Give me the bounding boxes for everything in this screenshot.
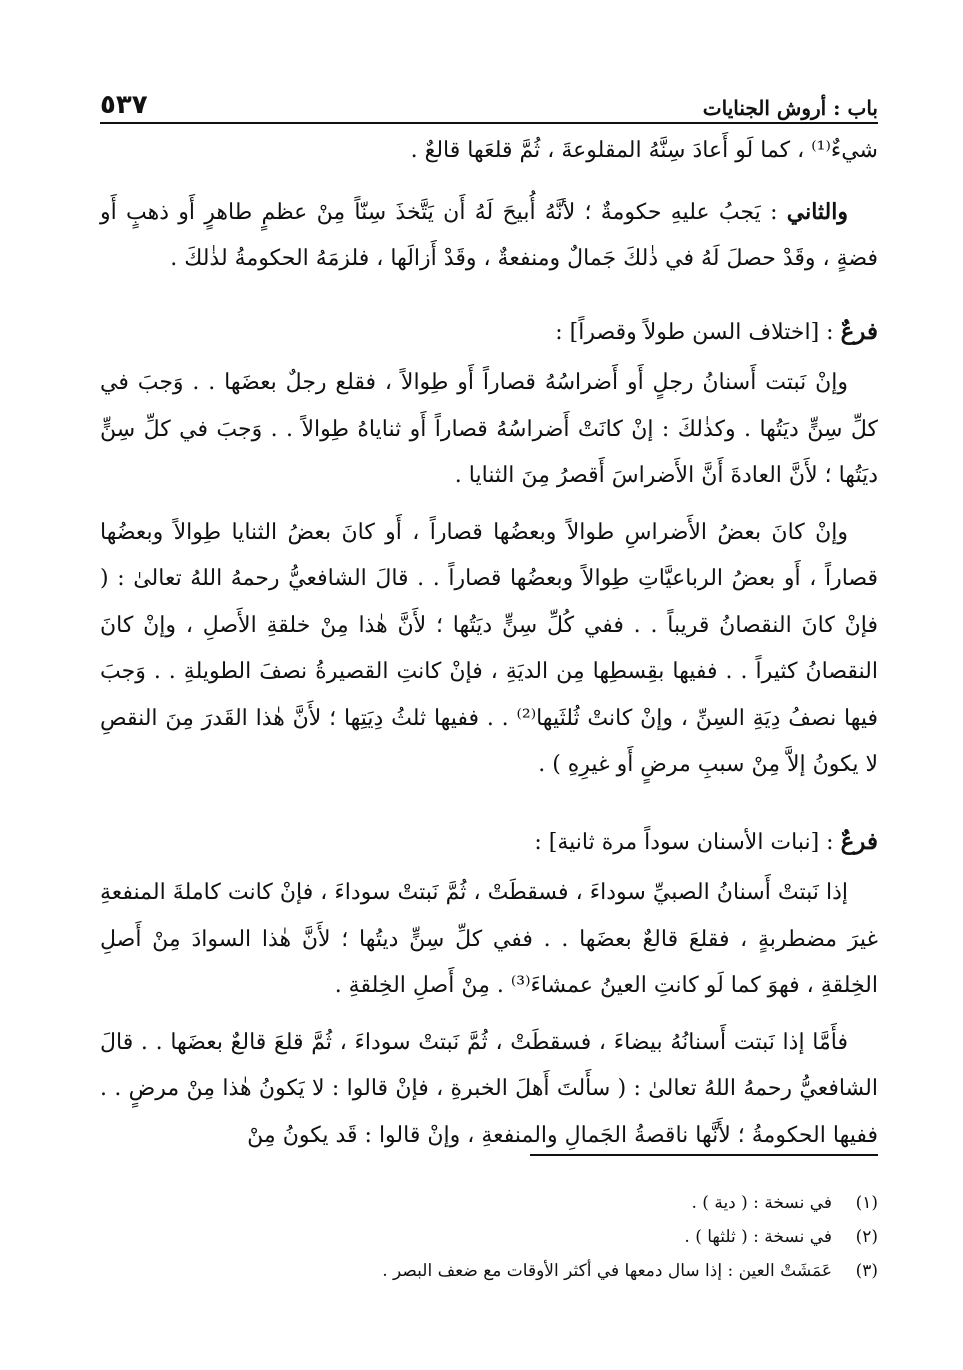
paragraph-black-teeth: إذا نَبتتْ أَسنانُ الصبيِّ سوداءَ ، فسقطَتْ ، ثُمَّ نَبتتْ سوداءَ ، فإنْ كانت كاملةَ المنفعةِ غيرَ مضطربةٍ ، فقلعَ قالعٌ بعضَها . . ففي كلِّ سِنٍّ ديتُها ؛ لأَنَّ هٰذا السوادَ مِنْ أَصلِ الخِلقةِ ، فهوَ كما لَو كانتِ العينُ عمشاءَ⁽³⁾ . مِنْ أَصلِ الخِلقةِ .	[100, 880, 878, 998]
footnote-number: (٢)	[855, 1227, 878, 1247]
footnote-item	[100, 1254, 878, 1288]
paragraph-tooth-length: وإنْ نَبتت أَسنانُ رجلٍ أَو أَضراسُهُ قصاراً أَو طِوالاً ، فقلع رجلٌ بعضَها . . وَجبَ في كلِّ سِنٍّ ديَتُها . وكذٰلكَ : إنْ كانَتْ أَضراسُهُ قصاراً أَو ثناياهُ طِوالاً . . وَجبَ في كلِّ سِنٍّ ديَتُها ؛ لأَنَّ العادةَ أَنَّ الأَضراسَ أَقصرُ مِنَ الثنايا .	[100, 370, 878, 488]
branch-title: : [اختلاف السن طولاً وقصراً] :	[555, 319, 841, 345]
main-text	[100, 128, 878, 1159]
footnote-number: (٣)	[855, 1261, 878, 1281]
footnotes	[100, 1186, 878, 1288]
footnote-text: في نسخة : ( ثلثها ) .	[684, 1227, 832, 1247]
footnote-divider	[530, 1154, 878, 1156]
paragraph-second-opinion	[100, 189, 878, 283]
footnote-item	[100, 1220, 878, 1254]
section-heading-black-teeth	[100, 819, 878, 867]
footnote-text: عَمَشَتْ العين : إذا سال دمعها في أكثر الأوقات مع ضعف البصر .	[382, 1261, 832, 1281]
paragraph-white-then-black: فأَمَّا إذا نَبتت أَسنانُهُ بيضاءَ ، فسقطَتْ ، ثُمَّ نَبتتْ سوداءَ ، ثُمَّ قلعَ قالعٌ بعضَها . . قالَ الشافعيُّ رحمهُ اللهُ تعالىٰ : ( سأَلتَ أَهلَ الخبرةِ ، فإنْ قالوا : لا يَكونُ هٰذا مِنْ مرضٍ . . ففيها الحكومةُ ؛ لأَنَّها ناقصةُ الجَمالِ والمنفعةِ ، وإنْ قالوا : قَد يكونُ مِنْ	[100, 1029, 878, 1148]
footnote-item	[100, 1186, 878, 1220]
header-divider	[100, 122, 878, 124]
paragraph-mixed-length: وإنْ كانَ بعضُ الأَضراسِ طوالاً وبعضُها قصاراً ، أَو كانَ بعضُ الثنايا طِوالاً وبعضُها قصاراً ، أَو بعضُ الرباعيَّاتِ طِوالاً وبعضُها قصاراً . . قالَ الشافعيُّ رحمهُ اللهُ تعالىٰ : ( فإنْ كانَ النقصانُ قريباً . . ففي كُلِّ سِنٍّ ديَتُها ؛ لأَنَّ هٰذا مِنْ خلقةِ الأَصلِ ، وإنْ كانَ النقصانُ كثيراً . . ففيها بقِسطِها مِن الديَةِ ، فإنْ كانتِ القصيرةُ نصفَ الطويلةِ . . وَجبَ فيها نصفُ دِيَةِ السِنِّ ، وإنْ كانتْ ثُلثَيها⁽²⁾ . . ففيها ثلثُ دِيَتِها ؛ لأَنَّ هٰذا القَدرَ مِنَ النقصِ لا يكونُ إلاَّ مِنْ سببِ مرضٍ أَو غيرِهِ ) .	[100, 519, 879, 777]
chapter-title: باب : أروش الجنايات	[702, 96, 878, 120]
branch-label: فرعٌ	[840, 317, 878, 345]
paragraph-continuation: شيءٌ⁽¹⁾ ، كما لَو أَعادَ سِنَّهُ المقلوعةَ ، ثُمَّ قلعَها قالعٌ .	[410, 138, 878, 163]
running-header	[100, 80, 878, 120]
branch-label: فرعٌ	[840, 827, 878, 855]
branch-title: : [نبات الأسنان سوداً مرة ثانية] :	[534, 829, 841, 855]
section-heading-length	[100, 309, 878, 357]
footnote-number: (١)	[855, 1193, 878, 1213]
footnote-text: في نسخة : ( دية ) .	[691, 1193, 832, 1213]
paragraph-lead-word: والثاني	[786, 198, 848, 225]
page-number: ٥٣٧	[100, 90, 148, 120]
paragraph-text: : يَجبُ عليهِ حكومةٌ ؛ لأنَّهُ أُبيحَ لَهُ أَن يَتَّخذَ سِنّاً مِنْ عظمٍ طاهرٍ أَو ذهبٍ أَو فضةٍ ، وقَدْ حصلَ لَهُ في ذٰلكَ جَمالٌ ومنفعةٌ ، وقَدْ أَزالَها ، فلزمَهُ الحكومةُ لذٰلكَ .	[100, 199, 878, 271]
